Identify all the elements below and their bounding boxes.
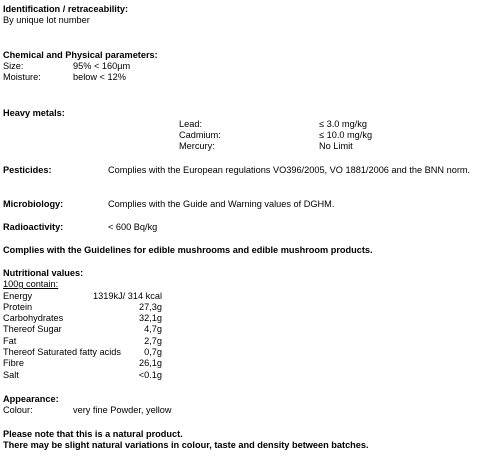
nutrition-value-carbohydrates: 32,1g	[139, 313, 162, 323]
radioactivity-text: < 600 Bq/kg	[108, 222, 158, 232]
radioactivity-heading: Radioactivity:	[3, 222, 64, 232]
moisture-label: Moisture:	[3, 72, 41, 82]
nutrition-label-salt: Salt	[3, 370, 19, 380]
heavy-metals-heading: Heavy metals:	[3, 108, 65, 118]
size-label: Size:	[3, 61, 24, 71]
nutrition-label-sugar: Thereof Sugar	[3, 324, 62, 334]
pesticides-text: Complies with the European regulations VO396/2005, VO 1881/2006 and the BNN norm.	[108, 165, 471, 175]
nutrition-label-protein: Protein	[3, 302, 33, 312]
natural-product-note: Please note that this is a natural product.	[3, 429, 183, 439]
colour-value: very fine Powder, yellow	[73, 405, 172, 415]
nutrition-label-energy: Energy	[3, 291, 33, 301]
nutrition-label-fibre: Fibre	[3, 358, 24, 368]
mercury-value: No Limit	[319, 141, 353, 151]
nutrition-value-fibre: 26,1g	[139, 358, 162, 368]
nutrition-value-energy: 1319kJ/ 314 kcal	[93, 291, 162, 301]
variation-note: There may be slight natural variations in colour, taste and density between batches.	[3, 440, 369, 450]
cadmium-value: ≤ 10.0 mg/kg	[319, 130, 373, 140]
colour-label: Colour:	[3, 405, 33, 415]
nutrition-label-saturated: Thereof Saturated fatty acids	[3, 347, 121, 357]
guidelines-statement: Complies with the Guidelines for edible mushrooms and edible mushroom products.	[3, 245, 373, 255]
identification-text: By unique lot number	[3, 15, 90, 25]
cadmium-label: Cadmium:	[179, 130, 221, 140]
nutrition-label-carbohydrates: Carbohydrates	[3, 313, 64, 323]
nutrition-value-saturated: 0,7g	[144, 347, 162, 357]
chem-phys-heading: Chemical and Physical parameters:	[3, 50, 158, 60]
identification-heading: Identification / retraceability:	[3, 4, 129, 14]
pesticides-heading: Pesticides:	[3, 165, 52, 175]
size-value: 95% < 160µm	[73, 61, 131, 71]
appearance-heading: Appearance:	[3, 394, 59, 404]
mercury-label: Mercury:	[179, 141, 215, 151]
nutrition-subheading: 100g contain:	[3, 279, 59, 289]
nutrition-value-salt: <0.1g	[138, 370, 162, 380]
nutrition-value-protein: 27,3g	[139, 302, 162, 312]
nutrition-value-fat: 2,7g	[144, 336, 162, 346]
microbiology-heading: Microbiology:	[3, 199, 64, 209]
lead-label: Lead:	[179, 119, 202, 129]
moisture-value: below < 12%	[73, 72, 126, 82]
nutrition-value-sugar: 4,7g	[144, 324, 162, 334]
nutrition-heading: Nutritional values:	[3, 268, 84, 278]
microbiology-text: Complies with the Guide and Warning values of DGHM.	[108, 199, 335, 209]
lead-value: ≤ 3.0 mg/kg	[319, 119, 367, 129]
nutrition-label-fat: Fat	[3, 336, 17, 346]
